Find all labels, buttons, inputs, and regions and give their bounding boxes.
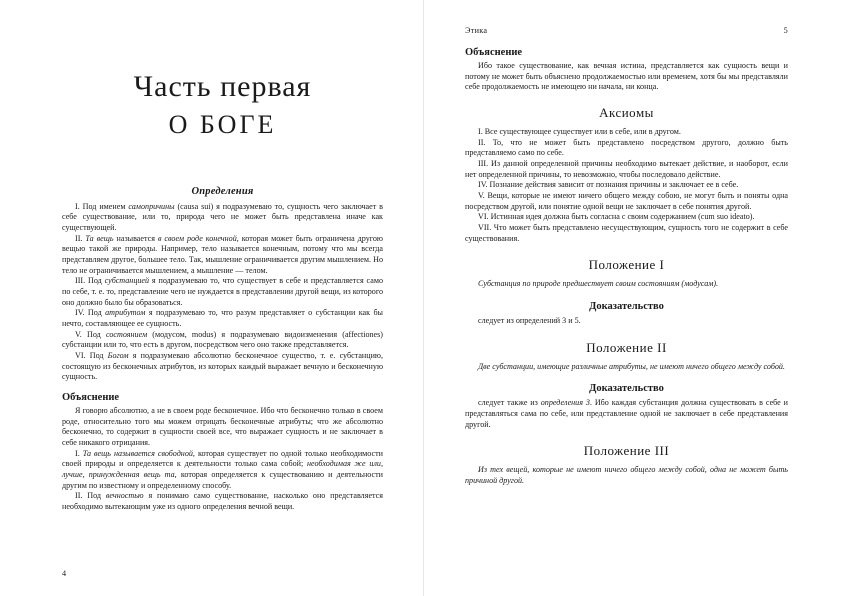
proposition-1-statement: Субстанция по природе предшествует своим состояниям (модусам). — [478, 279, 719, 289]
axioms-heading: Аксиомы — [599, 105, 654, 121]
proposition-2-proof: следует также из определения 3. Ибо каждая субстанция должна существовать в себе и представляться сама по себе, или представление одной не заключает в себе представления другой. — [465, 398, 788, 429]
explanation-heading-right: Объяснение — [465, 47, 523, 58]
explanation-text-right: Ибо такое существование, как вечная истина, представляется как сущность вещи и потому не может быть объяснено продолжаемостью или временем, хотя бы мы представляли себе продолжаемость не имеющею ни начала, ни конца. — [465, 61, 788, 92]
axiom-2: II. То, что не может быть представлено посредством другого, должно быть представляемо само по себе. — [465, 137, 788, 158]
definition-2: II. Та вещь называется в своем роде конечной, которая может быть ограничена другою вещью такой же природы. Например, тело называется конечным, потому что мы всегда представляем другое, большее тело. Так, мышление ограничивается другим мышлением. Но тело не ограничивается мышлением, а мышление — телом. — [62, 233, 383, 275]
explanation-paragraph-1: Я говорю абсолютно, а не в своем роде бесконечное. Ибо что бесконечно только в своем роде, относительно того мы можем отрицать бесконечные атрибуты; что же абсолютно бесконечно, то содержит в сущности своей все, что выражает сущность и не заключает в себе никакого отрицания. — [62, 406, 383, 448]
definition-1: I. Под именем самопричины (causa sui) я подразумеваю то, сущность чего заключает в себе существование, или то, природа чего не может быть представлена иначе как существующей. — [62, 201, 383, 232]
definition-5: V. Под состоянием (модусом, modus) я подразумеваю видоизменения (affectiones) субстанции или то, что есть в другом, посредством чего оно также представляется. — [62, 329, 383, 350]
axiom-4: IV. Познание действия зависит от познания причины и заключает ее в себе. — [478, 180, 739, 190]
proposition-1-proof: следует из определений 3 и 5. — [478, 316, 581, 326]
proposition-2-heading: Положение II — [586, 339, 667, 355]
proposition-2-proof-heading: Доказательство — [589, 383, 664, 395]
axiom-6: VI. Истинная идея должна быть согласна с своим содержанием (cum suo ideato). — [478, 212, 755, 222]
definition-4: IV. Под атрибутом я подразумеваю то, что разум представляет о субстанции как бы нечто, составляющее ее сущность. — [62, 308, 383, 328]
definition-6: VI. Под Богом я подразумеваю абсолютно бесконечное существо, т. е. субстанцию, состоящую из бесконечных атрибутов, из которых каждый выражает вечную и бесконечную сущность. — [62, 351, 383, 382]
proposition-1-heading: Положение I — [588, 257, 665, 273]
folio-right: 5 — [783, 26, 788, 35]
part-title-line1: Часть первая — [133, 70, 312, 103]
definitions-heading: Определения — [191, 185, 254, 197]
axiom-1: I. Все существующее существует или в себе, или в другом. — [478, 127, 681, 137]
proposition-2-statement: Две субстанции, имеющие различные атрибуты, не имеют ничего общего между собой. — [478, 361, 785, 371]
running-head-title: Этика — [465, 26, 488, 35]
running-head — [465, 26, 788, 35]
part-title-line2: О БОГЕ — [168, 110, 277, 139]
proposition-3-statement: Из тех вещей, которые не имеют ничего общего между собой, одна не может быть причиной другой. — [465, 465, 788, 486]
proposition-1-proof-heading: Доказательство — [589, 301, 664, 313]
axiom-7: VII. Что может быть представлено несуществующим, сущность того не содержит в себе существования. — [465, 223, 788, 243]
folio-left: 4 — [62, 569, 67, 578]
definition-3: III. Под субстанцией я подразумеваю то, что существует в себе и представляется само по себе, т. е. то, представление чего не нуждается в представлении другой вещи, из которого оно должно было бы образоваться. — [62, 276, 384, 307]
proposition-3-heading: Положение III — [583, 443, 670, 459]
explanation-heading-left: Объяснение — [62, 392, 120, 404]
explanation-paragraph-2: I. Та вещь называется свободной, которая существует по одной только необходимости своей природы и определяется к деятельности только сама собой; необходимая же или, лучше, принужденная вещь та, которая определяется к существованию и деятельности другим по известному и определенному способу. — [62, 448, 383, 490]
part-title — [62, 70, 383, 140]
axiom-5: V. Вещи, которые не имеют ничего общего между собою, не могут быть и поняты одна посредством другой, или понятие одной вещи не заключает в себе понятия другой. — [465, 191, 788, 211]
right-page — [423, 0, 846, 596]
axiom-3: III. Из данной определенной причины необходимо вытекает действие, и наоборот, если нет определенной причины, то невозможно, чтобы последовало действие. — [465, 159, 788, 179]
explanation-paragraph-3: II. Под вечностью я понимаю само существование, насколько оно представляется необходимо вытекающим уже из одного определения вечной вещи. — [62, 491, 383, 512]
